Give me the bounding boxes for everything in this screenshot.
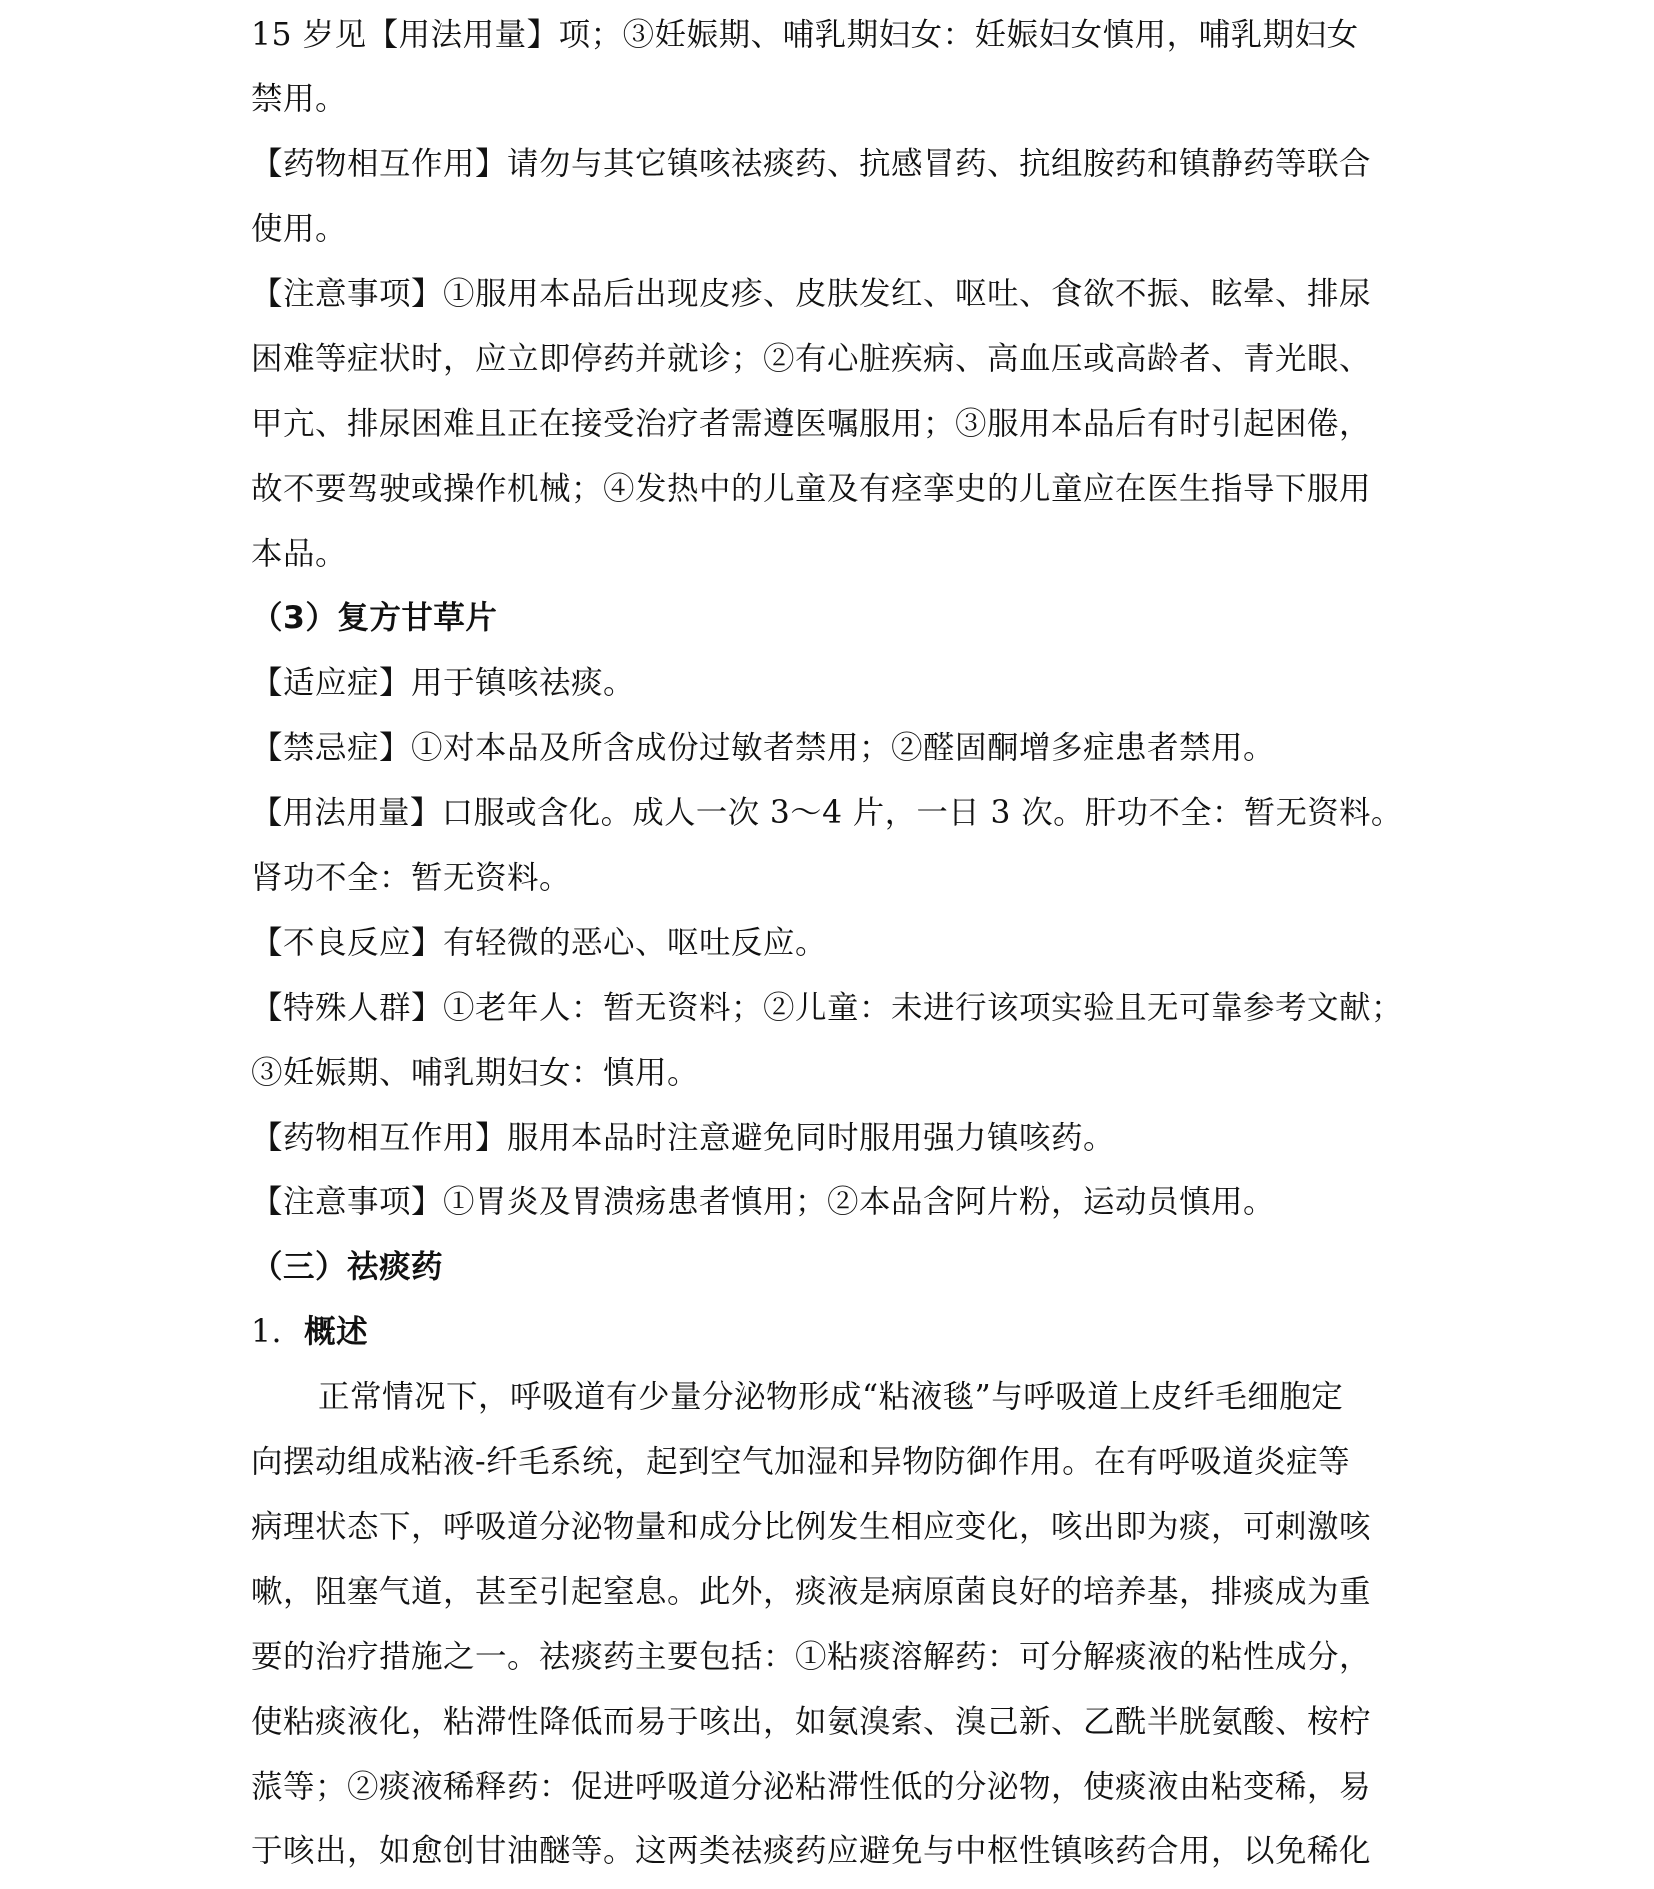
- text-line: 【不良反应】有轻微的恶心、呕吐反应。: [251, 925, 828, 961]
- text-line: 【药物相互作用】服用本品时注意避免同时服用强力镇咳药。: [251, 1120, 1116, 1156]
- text-line: 【用法用量】口服或含化。成人一次 3～4 片，一日 3 次。肝功不全：暂无资料。: [251, 795, 1403, 831]
- text-line: 蒎等；②痰液稀释药：促进呼吸道分泌粘滞性低的分泌物，使痰液由粘变稀，易: [251, 1769, 1372, 1805]
- text-line: 要的治疗措施之一。祛痰药主要包括：①粘痰溶解药：可分解痰液的粘性成分，: [251, 1639, 1372, 1675]
- text-line: 【特殊人群】①老年人：暂无资料；②儿童：未进行该项实验且无可靠参考文献；: [251, 990, 1404, 1026]
- text-line: 困难等症状时，应立即停药并就诊；②有心脏疾病、高血压或高龄者、青光眼、: [251, 341, 1372, 377]
- text-line: 【禁忌症】①对本品及所含成份过敏者禁用；②醛固酮增多症患者禁用。: [251, 730, 1276, 766]
- section-heading: （三）祛痰药: [251, 1249, 444, 1285]
- text-line: 嗽，阻塞气道，甚至引起窒息。此外，痰液是病原菌良好的培养基，排痰成为重: [251, 1574, 1372, 1610]
- paragraph-first-line: 正常情况下，呼吸道有少量分泌物形成“粘液毯”与呼吸道上皮纤毛细胞定: [318, 1379, 1344, 1415]
- text-line: 【适应症】用于镇咳祛痰。: [251, 665, 636, 701]
- subsection-title: 概述: [304, 1314, 369, 1350]
- text-line: 于咳出，如愈创甘油醚等。这两类祛痰药应避免与中枢性镇咳药合用，以免稀化: [251, 1833, 1372, 1869]
- text-line: 【药物相互作用】请勿与其它镇咳祛痰药、抗感冒药、抗组胺药和镇静药等联合: [251, 146, 1372, 182]
- text-line: 使用。: [251, 211, 348, 247]
- text-line: 【注意事项】①服用本品后出现皮疹、皮肤发红、呕吐、食欲不振、眩晕、排尿: [251, 276, 1372, 312]
- text-line: 甲亢、排尿困难且正在接受治疗者需遵医嘱服用；③服用本品后有时引起困倦，: [251, 406, 1372, 442]
- text-line: 15 岁见【用法用量】项；③妊娠期、哺乳期妇女：妊娠妇女慎用，哺乳期妇女: [251, 17, 1359, 53]
- text-line: 【注意事项】①胃炎及胃溃疡患者慎用；②本品含阿片粉，运动员慎用。: [251, 1184, 1276, 1220]
- text-line: 病理状态下，呼吸道分泌物量和成分比例发生相应变化，咳出即为痰，可刺激咳: [251, 1509, 1372, 1545]
- text-line: ③妊娠期、哺乳期妇女：慎用。: [251, 1055, 700, 1091]
- subsection-heading: [251, 1307, 368, 1357]
- text-line: 本品。: [251, 536, 348, 572]
- subsection-number: 1.: [251, 1314, 283, 1350]
- section-heading: （3）复方甘草片: [251, 600, 498, 636]
- text-line: 故不要驾驶或操作机械；④发热中的儿童及有痉挛史的儿童应在医生指导下服用: [251, 471, 1372, 507]
- text-line: 肾功不全：暂无资料。: [251, 860, 572, 896]
- text-line: 使粘痰液化，粘滞性降低而易于咳出，如氨溴索、溴己新、乙酰半胱氨酸、桉柠: [251, 1704, 1372, 1740]
- text-line: 禁用。: [251, 81, 348, 117]
- text-line: 向摆动组成粘液-纤毛系统，起到空气加湿和异物防御作用。在有呼吸道炎症等: [251, 1444, 1351, 1480]
